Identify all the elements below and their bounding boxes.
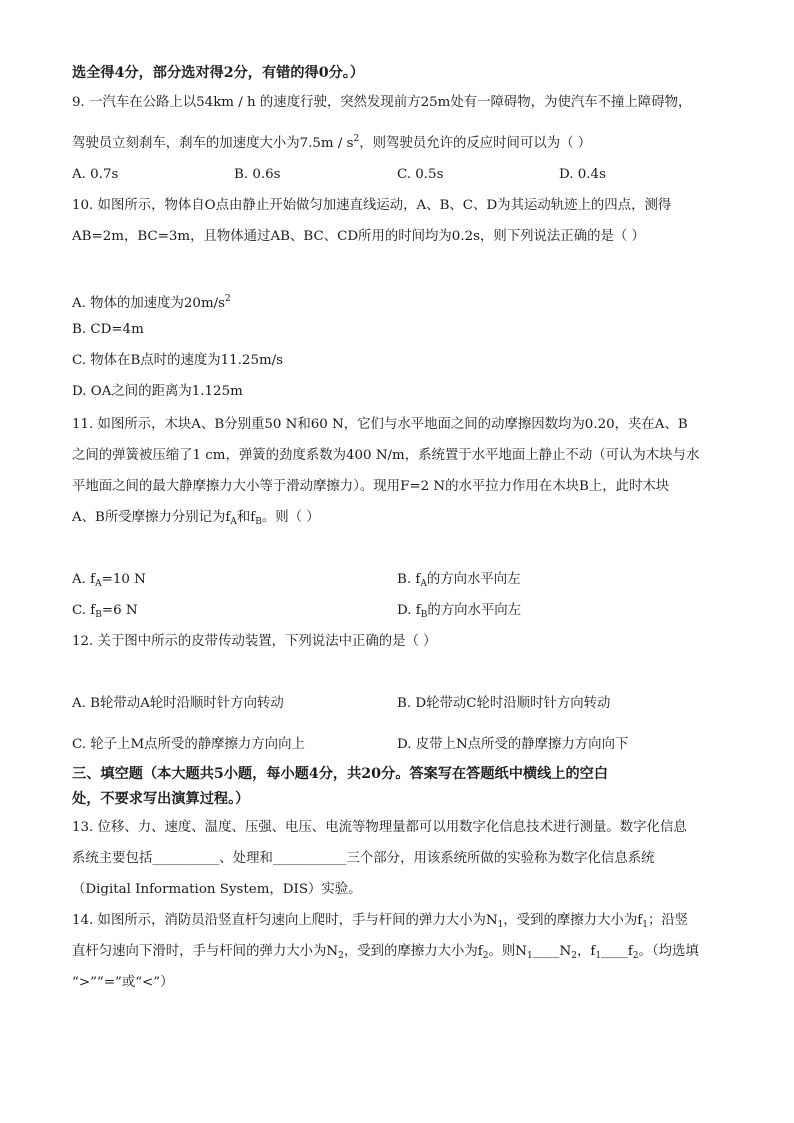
q14-text-b: ，受到的摩擦力大小为f	[503, 913, 643, 928]
q10-option-d: D. OA之间的距离为1.125m	[72, 384, 243, 399]
q14-blank: ____N	[532, 944, 572, 959]
q14-subscript: 2	[632, 951, 639, 961]
q14-subscript: 1	[526, 951, 533, 961]
q14-subscript: 1	[595, 951, 602, 961]
q12-option-d: D. 皮带上N点所受的静摩擦力方向向下	[397, 737, 629, 752]
q11-option-d-value: 的方向水平向左	[427, 603, 522, 618]
section-3-heading-line1: 三、填空题（本大题共5小题，每小题4分，共20分。答案写在答题纸中横线上的空白	[72, 766, 609, 782]
q9-option-d: D. 0.4s	[559, 167, 606, 182]
q14-subscript: 2	[571, 951, 577, 961]
q13-stem-line2: 系统主要包括__________、处理和___________三个部分，用该系统所做的实验称为数字化信息系统	[72, 851, 655, 866]
q10-option-a-exponent: 2	[225, 294, 231, 304]
q11-option-a	[72, 571, 146, 593]
q14-stem-line2	[72, 943, 699, 965]
q9-exponent: 2	[353, 134, 360, 144]
section-instruction: 选全得4分，部分选对得2分，有错的得0分。）	[72, 65, 365, 81]
q9-option-a: A. 0.7s	[72, 167, 119, 182]
q14-text: 。则N	[488, 944, 527, 959]
q11-text-b: 和f	[236, 510, 256, 525]
q11-stem-line3: 平地面之间的最大静摩擦力大小等于滑动摩擦力）。现用F=2 N的水平拉力作用在木块B上，此时木块	[72, 479, 670, 494]
q11-option-d	[397, 602, 521, 624]
q12-stem: 12. 关于图中所示的皮带传动装置，下列说法中正确的是（ ）	[72, 634, 437, 649]
q14-subscript: 2	[338, 951, 344, 961]
q11-stem-line4	[72, 509, 320, 531]
q11-text-a: A、B所受摩擦力分别记为f	[72, 510, 231, 525]
q14-text-a: 14. 如图所示，消防员沿竖直杆匀速向上爬时，手与杆间的弹力大小为N	[72, 913, 498, 928]
q9-text-end: ，则驾驶员允许的反应时间可以为（ ）	[359, 136, 592, 151]
q9-stem-line2	[72, 130, 591, 153]
q11-option-c-subscript: B	[95, 610, 102, 620]
q9-text: 驾驶员立刻刹车，刹车的加速度大小为7.5m / s	[72, 136, 354, 151]
q11-subscript-a: A	[230, 517, 237, 527]
q11-option-b-value: 的方向水平向左	[426, 572, 521, 587]
q10-stem-line2: AB=2m，BC=3m，且物体通过AB、BC、CD所用的时间均为0.2s，则下列说法正确的是（ ）	[72, 229, 645, 244]
q11-option-d-subscript: B	[420, 610, 428, 620]
q9-option-c: C. 0.5s	[397, 167, 444, 182]
q14-subscript: 1	[642, 920, 648, 930]
q12-option-a: A. B轮带动A轮时沿顺时针方向转动	[72, 696, 284, 711]
section-3-heading-line2: 处，不要求写出演算过程。）	[72, 791, 250, 807]
q10-option-a-text: A. 物体的加速度为20m/s	[72, 296, 226, 311]
q13-stem-line1: 13. 位移、力、速度、温度、压强、电压、电流等物理量都可以用数字化信息技术进行测量。数字化信息	[72, 820, 687, 835]
q14-blank: ____f	[601, 944, 633, 959]
q11-text-c: 。则（ ）	[261, 510, 320, 525]
q11-subscript-b: B	[255, 517, 262, 527]
q14-stem-line3: “>”“=”或“<”）	[72, 975, 174, 990]
q11-stem-line1: 11. 如图所示，木块A、B分别重50 N和60 N，它们与水平地面之间的动摩擦因数均为0.20，夹在A、B	[72, 417, 688, 432]
q11-option-c	[72, 602, 138, 624]
q14-text-c: ；沿竖	[647, 913, 689, 928]
q11-stem-line2: 之间的弹簧被压缩了1 cm，弹簧的劲度系数为400 N/m，系统置于水平地面上静止不动（可认为木块与水	[72, 448, 700, 463]
q11-option-b-subscript: A	[420, 579, 427, 589]
q14-text: ，受到的摩擦力大小为f	[343, 944, 483, 959]
q14-stem-line1	[72, 912, 688, 934]
q14-text: 直杆匀速向下滑时，手与杆间的弹力大小为N	[72, 944, 339, 959]
q14-subscript: 2	[482, 951, 489, 961]
q10-option-a	[72, 290, 231, 313]
q12-option-c: C. 轮子上M点所受的静摩擦力方向向上	[72, 737, 305, 752]
q11-option-c-text: C. f	[72, 603, 96, 618]
q11-option-c-value: =6 N	[101, 603, 138, 618]
q10-stem-line1: 10. 如图所示，物体自O点由静止开始做匀加速直线运动，A、B、C、D为其运动轨迹上的四点，测得	[72, 198, 672, 213]
q12-option-b: B. D轮带动C轮时沿顺时针方向转动	[397, 696, 611, 711]
q11-option-a-text: A. f	[72, 572, 96, 587]
q9-option-b: B. 0.6s	[234, 167, 281, 182]
q14-text: 。（均选填	[638, 944, 699, 959]
q11-option-a-subscript: A	[95, 579, 102, 589]
q11-option-d-text: D. f	[397, 603, 421, 618]
q11-option-b	[397, 571, 521, 593]
q11-option-b-text: B. f	[397, 572, 421, 587]
q10-option-c: C. 物体在B点时的速度为11.25m/s	[72, 353, 284, 368]
q14-subscript: 1	[497, 920, 504, 930]
q14-text: ，f	[576, 944, 596, 959]
q13-stem-line3: （Digital Information System，DIS）实验。	[72, 882, 362, 897]
q10-option-b: B. CD=4m	[72, 322, 144, 337]
q9-stem-line1: 9. 一汽车在公路上以54km / h 的速度行驶，突然发现前方25m处有一障碍物，为使汽车不撞上障碍物，	[72, 95, 692, 110]
q11-option-a-value: =10 N	[101, 572, 146, 587]
